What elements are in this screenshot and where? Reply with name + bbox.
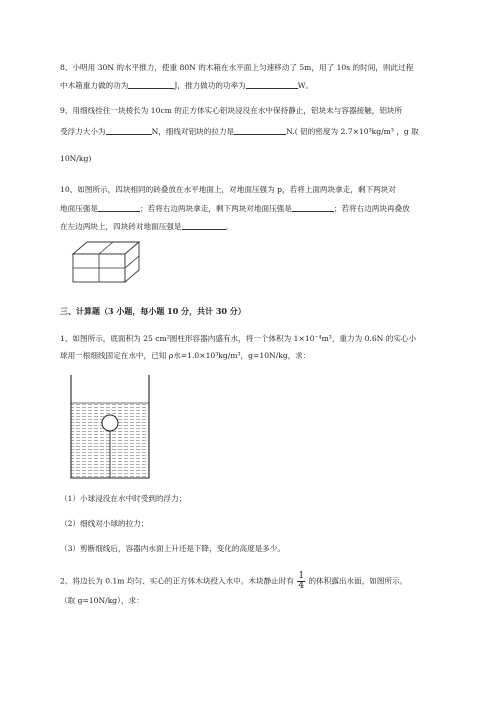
c1-line1: 1、如图所示，底面积为 25 cm²圆柱形容器内盛有水，将一个体积为 1×10⁻⁴m³，重力为 0.6N 的实心小 xyxy=(60,334,417,343)
q10-line3 xyxy=(60,221,233,232)
c2-line1 xyxy=(60,572,407,591)
c2-line2: （取 g=10N/kg），求： xyxy=(60,596,144,605)
q10-text-a: 地面压强是 xyxy=(60,204,98,213)
q9-answer-blank-2[interactable] xyxy=(234,126,286,135)
q8-text-c: W。 xyxy=(297,81,314,90)
q10-text-c: ；若将右边两块再叠放 xyxy=(333,204,410,213)
q10-answer-blank-2[interactable] xyxy=(292,203,334,212)
q9-text-b: N，细线对铝块的拉力是 xyxy=(151,127,235,136)
q10-answer-blank-1[interactable] xyxy=(98,203,140,212)
q8-answer-blank-2[interactable] xyxy=(246,80,298,89)
q9-text-c: N.( 铝的密度为 2.7×10³kg/m³ ，g 取 xyxy=(286,127,419,136)
q10-text-d: 在左边两块上，四块砖对地面压强是 xyxy=(60,222,182,231)
q10-text-b: ；若将右边两块拿走，剩下两块对地面压强是 xyxy=(139,204,292,213)
one-quarter-fraction xyxy=(297,572,305,591)
q8-line1: 8、小明用 30N 的水平推力，使重 80N 的木箱在水平面上匀速移动了 5m，用了 10s 的时间，则此过程 xyxy=(60,63,414,72)
q9-text-a: 受浮力大小为 xyxy=(60,127,106,136)
q9-line2 xyxy=(60,126,419,137)
c1-sub2: （2）细线对小球的拉力； xyxy=(60,519,149,528)
c1-sub1: （1）小球浸没在水中时受到的浮力； xyxy=(60,494,187,503)
fraction-denominator: 4 xyxy=(298,581,305,591)
c2-text-a: 2、将边长为 0.1m 均匀、实心的正方体木块投入水中。木块静止时有 xyxy=(60,576,294,586)
q8-text-a: 中木箱重力做的功为 xyxy=(60,81,129,90)
q8-text-b: J，推力做功的功率为 xyxy=(174,81,246,90)
q10-line1: 10、如图所示，四块相同的砖叠放在水平地面上，对地面压强为 p，若将上面两块拿走，剩下两块对 xyxy=(60,185,396,194)
q9-line1: 9、用细线拴住一块棱长为 10cm 的正方体实心铝块浸没在水中保持静止，铝块未与容器接触，铝块所 xyxy=(60,106,403,115)
q10-text-e: 。 xyxy=(225,222,234,231)
c1-line2: 球用一根细线固定在水中，已知 ρ水=1.0×10³kg/m³，g=10N/kg，求： xyxy=(60,351,311,360)
q9-line3: 10N/kg) xyxy=(60,154,92,163)
container-ball-figure xyxy=(64,373,156,481)
q10-answer-blank-3[interactable] xyxy=(182,221,226,230)
q9-answer-blank-1[interactable] xyxy=(106,126,152,135)
q8-line2 xyxy=(60,80,313,91)
c1-sub3: （3）剪断细线后，容器内水面上升还是下降，变化的高度是多少。 xyxy=(60,544,286,553)
c2-text-b: 的体积露出水面，如图所示。 xyxy=(308,576,408,586)
ball xyxy=(102,415,118,431)
q8-answer-blank-1[interactable] xyxy=(128,80,174,89)
fraction-numerator: 1 xyxy=(298,571,305,581)
q10-line2 xyxy=(60,203,410,214)
brick-stack-figure xyxy=(70,238,142,286)
section-heading: 三、计算题（3 小题，每小题 10 分，共计 30 分） xyxy=(60,306,246,316)
